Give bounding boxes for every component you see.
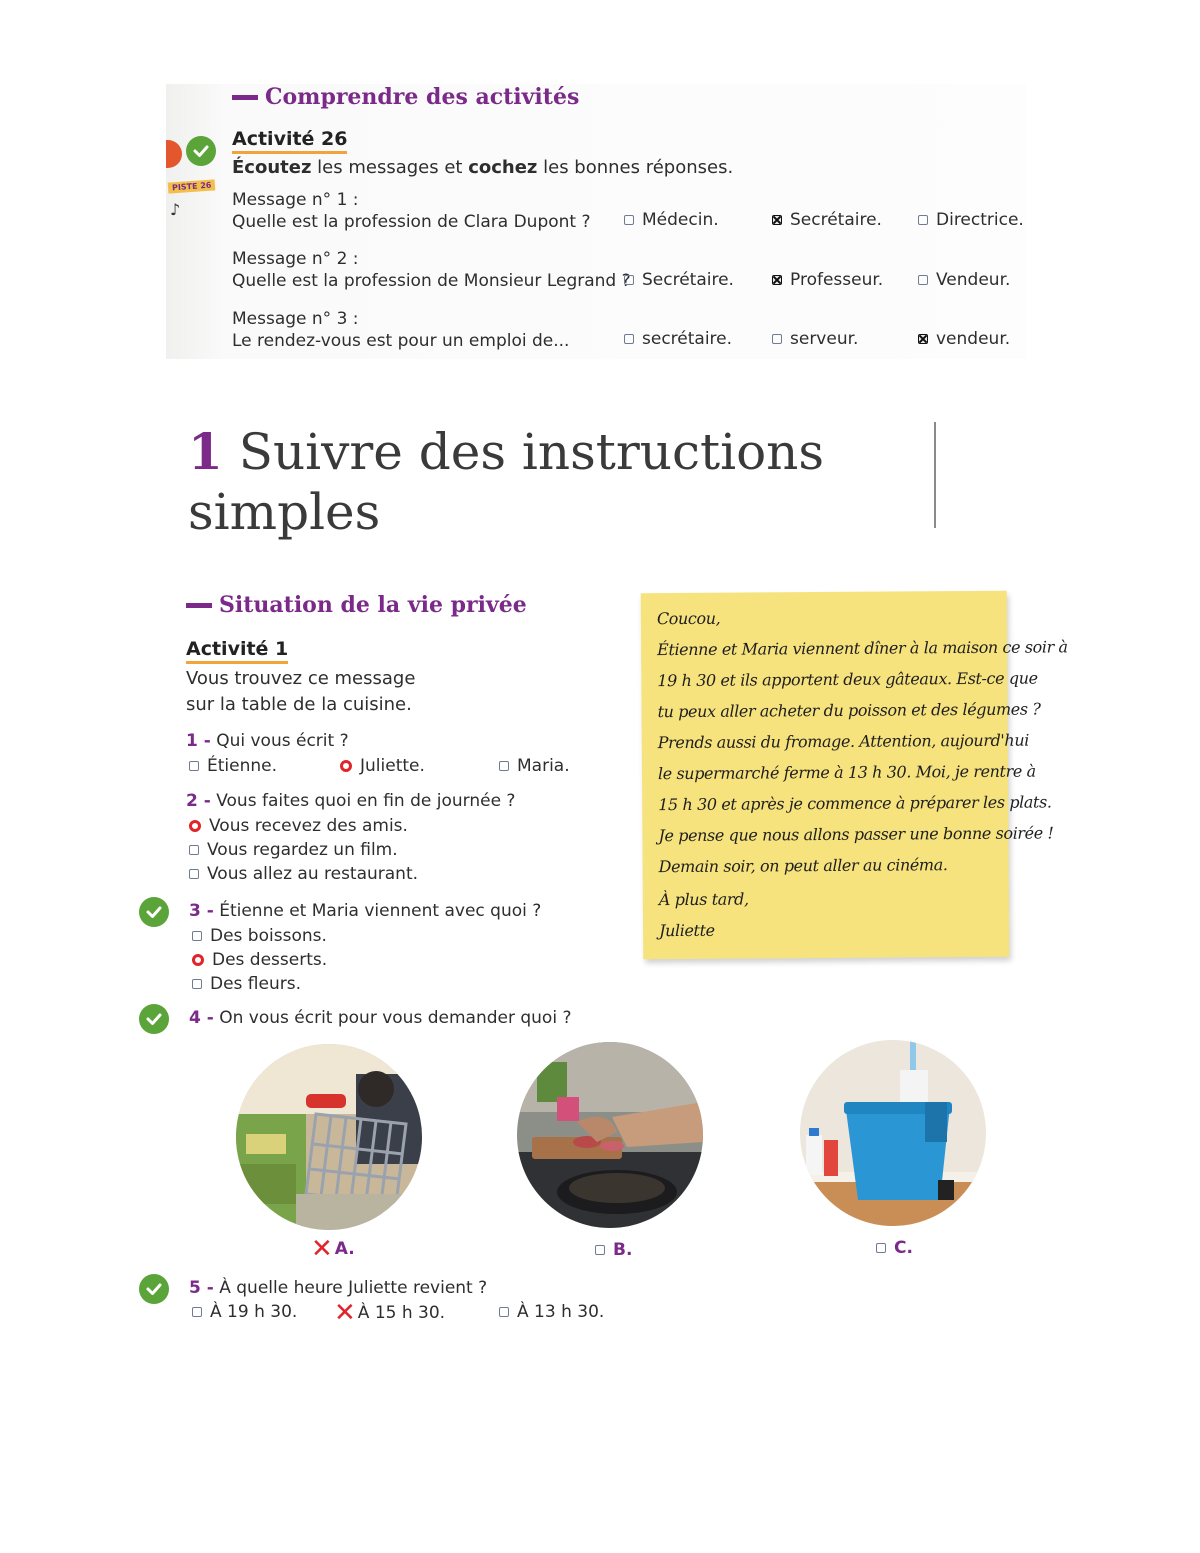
message-1-question: Quelle est la profession de Clara Dupont ? (232, 212, 591, 232)
q4-option-c[interactable] (876, 1238, 913, 1258)
chapter-title (188, 422, 908, 542)
note-line: À plus tard, (658, 889, 749, 910)
question-2 (186, 791, 515, 811)
check-icon (139, 1004, 169, 1034)
message-3-option-1[interactable] (624, 329, 732, 349)
check-icon (139, 1274, 169, 1304)
option-label: secrétaire. (642, 329, 733, 349)
message-1-option-1[interactable] (624, 210, 719, 230)
option-label: Professeur. (790, 270, 884, 290)
q3-option-3[interactable] (192, 974, 301, 994)
instruction-verb-1: Écoutez (232, 157, 312, 178)
chapter-number: 1 (188, 422, 223, 481)
question-text: On vous écrit pour vous demander quoi ? (219, 1008, 572, 1028)
circled-answer-icon (189, 820, 201, 832)
section-heading-comprendre (232, 84, 579, 110)
checkbox (624, 275, 634, 285)
checkbox (624, 334, 634, 344)
section-heading-text: Situation de la vie privée (219, 592, 527, 618)
q1-option-maria[interactable] (499, 756, 570, 776)
check-icon (186, 136, 216, 166)
checkbox (499, 1307, 509, 1317)
option-label: Secrétaire. (642, 270, 734, 290)
option-label: Vous recevez des amis. (209, 816, 408, 836)
note-line: Étienne et Maria viennent dîner à la maison ce soir à (657, 637, 1068, 660)
chapter-title-line-2: simples (188, 483, 381, 541)
cross-mark-icon: ✕ (311, 1234, 333, 1264)
option-label: Secrétaire. (790, 210, 882, 230)
message-2-option-3[interactable] (918, 270, 1010, 290)
q4-option-b[interactable] (595, 1240, 632, 1260)
q5-option-2[interactable] (334, 1300, 445, 1326)
music-note-icon: ♪ (170, 200, 181, 219)
checkbox (624, 215, 634, 225)
checkbox (189, 845, 199, 855)
note-line: 15 h 30 et après je commence à préparer les plats. (658, 792, 1052, 815)
note-line: Demain soir, on peut aller au cinéma. (658, 855, 948, 877)
option-label: Juliette. (360, 756, 425, 776)
message-3-option-3[interactable] (918, 329, 1010, 349)
note-line: tu peux aller acheter du poisson et des légumes ? (657, 699, 1041, 722)
question-text: À quelle heure Juliette revient ? (219, 1278, 488, 1298)
option-label: Étienne. (207, 756, 278, 776)
question-text: Qui vous écrit ? (216, 731, 349, 751)
activity-26-instruction (232, 157, 733, 178)
q1-option-etienne[interactable] (189, 756, 277, 776)
checkbox (918, 275, 928, 285)
note-line: le supermarché ferme à 13 h 30. Moi, je rentre à (657, 761, 1036, 784)
question-number: 4 - (189, 1008, 214, 1028)
message-1-option-2[interactable] (772, 210, 882, 230)
note-line: 19 h 30 et ils apportent deux gâteaux. Est-ce que (657, 668, 1038, 691)
question-3 (189, 901, 541, 921)
message-1-option-3[interactable] (918, 210, 1024, 230)
q3-option-2[interactable] (192, 950, 327, 970)
q4-option-a[interactable] (311, 1236, 355, 1262)
option-label: Maria. (517, 756, 570, 776)
checkbox (876, 1243, 886, 1253)
instruction-verb-2: cochez (468, 157, 538, 178)
q1-option-juliette[interactable] (340, 756, 425, 776)
q2-option-1[interactable] (189, 816, 408, 836)
title-divider (934, 422, 936, 528)
message-2-question: Quelle est la profession de Monsieur Legrand ? (232, 271, 631, 291)
heading-dash (232, 95, 258, 100)
checkbox (772, 334, 782, 344)
chapter-title-line-1: Suivre des instructions (238, 423, 825, 481)
activity-1-intro-line-1: Vous trouvez ce message (186, 668, 416, 689)
note-line: Coucou, (656, 608, 721, 629)
checkbox (192, 931, 202, 941)
section-heading-vie-privee (186, 592, 527, 618)
checkbox (918, 215, 928, 225)
question-text: Étienne et Maria viennent avec quoi ? (219, 901, 542, 921)
option-label: B. (613, 1240, 633, 1260)
circled-answer-icon (192, 954, 204, 966)
option-label: Des boissons. (210, 926, 327, 946)
instruction-text-1: les messages et (311, 157, 469, 178)
checkbox (192, 1307, 202, 1317)
message-3-label: Message n° 3 : (232, 309, 359, 329)
check-icon (139, 897, 169, 927)
message-3-option-2[interactable] (772, 329, 858, 349)
circled-answer-icon (340, 760, 352, 772)
activity-26-title: Activité 26 (232, 128, 347, 154)
option-label: serveur. (790, 329, 859, 349)
question-number: 2 - (186, 791, 211, 811)
message-2-label: Message n° 2 : (232, 249, 359, 269)
question-4 (189, 1008, 571, 1028)
checkbox (192, 979, 202, 989)
option-label: Des desserts. (212, 950, 328, 970)
checkbox-checked (918, 334, 928, 344)
option-label: Médecin. (642, 210, 719, 230)
q5-option-1[interactable] (192, 1302, 297, 1322)
option-label: À 15 h 30. (357, 1303, 446, 1323)
note-line: Juliette (659, 920, 715, 941)
checkbox (595, 1245, 605, 1255)
question-5 (189, 1278, 487, 1298)
message-3-question: Le rendez-vous est pour un emploi de... (232, 331, 570, 351)
option-label: vendeur. (936, 329, 1011, 349)
message-2-option-1[interactable] (624, 270, 734, 290)
activity-1-title: Activité 1 (186, 638, 288, 664)
piste-badge: PISTE 26 (168, 179, 216, 193)
option-label: Vous regardez un film. (207, 840, 398, 860)
note-line: Prends aussi du fromage. Attention, aujourd'hui (657, 730, 1029, 753)
option-label: À 19 h 30. (210, 1302, 298, 1322)
q5-option-3[interactable] (499, 1302, 604, 1322)
option-label: Vous allez au restaurant. (207, 864, 419, 884)
q2-option-3[interactable] (189, 864, 418, 884)
option-label: Des fleurs. (210, 974, 302, 994)
photo-mop-bucket[interactable] (800, 1040, 986, 1226)
message-1-label: Message n° 1 : (232, 190, 359, 210)
question-number: 1 - (186, 731, 211, 751)
section-heading-text: Comprendre des activités (265, 84, 580, 110)
checkbox (499, 761, 509, 771)
photo-cooking[interactable] (517, 1042, 703, 1228)
option-label: À 13 h 30. (517, 1302, 605, 1322)
option-label: Vendeur. (936, 270, 1011, 290)
option-label: Directrice. (936, 210, 1024, 230)
heading-dash (186, 603, 212, 608)
q3-option-1[interactable] (192, 926, 327, 946)
note-line: Je pense que nous allons passer une bonne soirée ! (658, 823, 1054, 846)
instruction-text-2: les bonnes réponses. (537, 157, 734, 178)
question-number: 3 - (189, 901, 214, 921)
checkbox-checked (772, 275, 782, 285)
question-text: Vous faites quoi en fin de journée ? (216, 791, 516, 811)
activity-1-intro-line-2: sur la table de la cuisine. (186, 694, 412, 715)
question-number: 5 - (189, 1278, 214, 1298)
option-label: A. (334, 1239, 355, 1259)
checkbox (189, 761, 199, 771)
message-2-option-2[interactable] (772, 270, 883, 290)
kitchen-note (641, 591, 1068, 960)
photo-supermarket-cart[interactable] (236, 1044, 422, 1230)
cross-mark-icon: ✕ (334, 1298, 356, 1328)
option-label: C. (894, 1238, 913, 1258)
question-1 (186, 731, 349, 751)
checkbox-checked (772, 215, 782, 225)
checkbox (189, 869, 199, 879)
q2-option-2[interactable] (189, 840, 398, 860)
